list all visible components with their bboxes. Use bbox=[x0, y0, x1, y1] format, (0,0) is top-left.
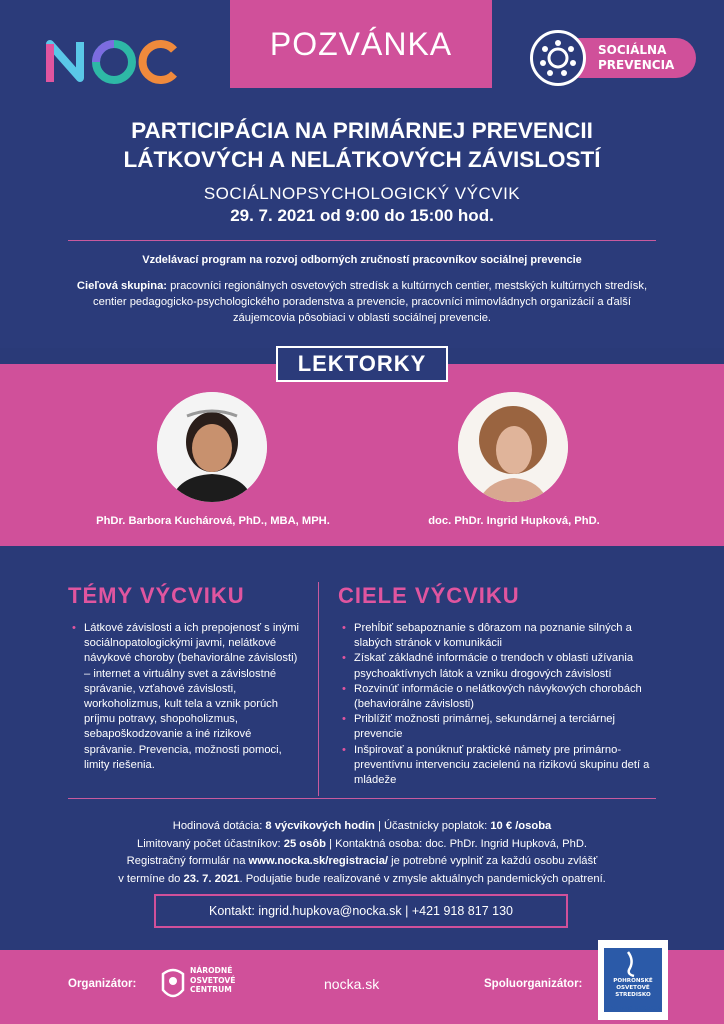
people-circle-icon bbox=[530, 30, 586, 86]
info-text: | Účastnícky poplatok: bbox=[374, 820, 491, 832]
program-description: Vzdelávací program na rozvoj odborných zručností pracovníkov sociálnej prevencie bbox=[142, 254, 582, 266]
lector-name-1: PhDr. Barbora Kuchárová, PhD., MBA, MPH. bbox=[96, 515, 330, 527]
organizer-name bbox=[190, 966, 236, 995]
column-divider bbox=[318, 582, 319, 796]
contact-text[interactable]: Kontakt: ingrid.hupkova@nocka.sk | +421 918 817 130 bbox=[209, 904, 513, 918]
wave-icon bbox=[604, 948, 662, 978]
lector-name-2: doc. PhDr. Ingrid Hupková, PhD. bbox=[428, 515, 600, 527]
contact-box[interactable] bbox=[154, 894, 568, 928]
coorganizer-logo bbox=[598, 940, 668, 1020]
noc-logo bbox=[46, 38, 182, 86]
badge-line1: SOCIÁLNA bbox=[598, 43, 667, 57]
event-info bbox=[40, 818, 684, 888]
organizer-label: Organizátor: bbox=[68, 978, 137, 990]
coorganizer-name bbox=[604, 978, 662, 999]
info-deadline: 23. 7. 2021 bbox=[183, 872, 240, 885]
lectors-heading: LEKTORKY bbox=[297, 351, 427, 376]
lector-photo-2 bbox=[458, 392, 568, 502]
target-group bbox=[74, 278, 650, 326]
info-text: . Podujatie bude realizované v zmysle aktuálnych pandemických opatrení. bbox=[239, 872, 606, 885]
badge-text bbox=[598, 43, 674, 73]
coorganizer-logo-panel bbox=[604, 948, 662, 1012]
list-item: • Inšpirovať a ponúknuť praktické námety pre primárno-preventívnu intervenciu zacielenú na rizikovú skupinu detí a mládeže bbox=[340, 743, 660, 789]
list-item: • Látkové závislosti a ich prepojenosť s inými sociálnopatologickými javmi, nelátkové návykové choroby (behaviorálne závislosti) – internet a virtuálny svet a závislostné správanie, vzťahové závislosti, workoholizmus, kult tela a vznik porúch príjmu potravy, shopoholizmus, sebapoškodzovanie a iné rizikové správanie. Prevencia, možnosti pomoci, limity riešenia. bbox=[70, 621, 302, 773]
target-text: pracovníci regionálnych osvetových stredísk a kultúrnych centier, mestských kultúrnych stredísk, centier pedagogicko-psychologického poradenstva a prevencie, pracovníci mimovládnych organizácií a ďalší záujemcovia pôsobiaci v oblasti sociálnej prevencie. bbox=[93, 280, 648, 324]
info-line-1 bbox=[40, 818, 684, 836]
registration-link[interactable]: www.nocka.sk/registracia/ bbox=[248, 855, 389, 867]
lectors-heading-box bbox=[276, 346, 448, 382]
info-text: Registračný formulár na bbox=[126, 855, 249, 867]
divider bbox=[68, 240, 656, 241]
badge-line2: PREVENCIA bbox=[598, 58, 675, 72]
info-text: je potrebné vyplniť za každú osobu zvlášť bbox=[388, 855, 598, 867]
title-line2: LÁTKOVÝCH A NELÁTKOVÝCH ZÁVISLOSTÍ bbox=[123, 147, 601, 172]
website-link[interactable]: nocka.sk bbox=[324, 976, 380, 992]
invitation-tab bbox=[230, 0, 492, 88]
topics-heading: TÉMY VÝCVIKU bbox=[68, 583, 245, 608]
info-line-4 bbox=[40, 871, 684, 889]
event-title bbox=[0, 116, 724, 174]
list-item: • Rozvinúť informácie o nelátkových návykových chorobách (behaviorálne závislosti) bbox=[340, 682, 660, 712]
event-date: 29. 7. 2021 od 9:00 do 15:00 hod. bbox=[230, 206, 494, 225]
event-subtitle: SOCIÁLNOPSYCHOLOGICKÝ VÝCVIK bbox=[203, 184, 521, 203]
list-item: • Priblížiť možnosti primárnej, sekundárnej a terciárnej prevencie bbox=[340, 712, 660, 742]
topics-list bbox=[70, 621, 302, 773]
list-item: • Prehĺbiť sebapoznanie s dôrazom na poznanie silných a slabých stránok v komunikácii bbox=[340, 621, 660, 651]
info-hours: 8 výcvikových hodín bbox=[265, 820, 375, 832]
organizer-line1: NÁRODNÉ bbox=[190, 966, 233, 975]
organizer-logo bbox=[160, 964, 250, 1006]
info-text: v termíne do bbox=[118, 872, 184, 885]
info-line-2 bbox=[40, 836, 684, 854]
social-prevention-badge bbox=[530, 30, 698, 86]
coorganizer-line3: STREDISKO bbox=[615, 992, 651, 998]
info-text: Hodinová dotácia: bbox=[172, 820, 266, 832]
organizer-emblem-icon bbox=[160, 964, 186, 1004]
coorganizer-label: Spoluorganizátor: bbox=[484, 978, 583, 990]
list-item: • Získať základné informácie o trendoch v oblasti užívania psychoaktívnych látok a vzniku drogových závislostí bbox=[340, 651, 660, 681]
coorganizer-line1: POHRONSKÉ bbox=[613, 978, 653, 984]
goals-heading: CIELE VÝCVIKU bbox=[338, 583, 520, 608]
info-text: | Kontaktná osoba: doc. PhDr. Ingrid Hupková, PhD. bbox=[326, 837, 588, 850]
coorganizer-line2: OSVETOVÉ bbox=[616, 985, 650, 991]
info-text: Limitovaný počet účastníkov: bbox=[136, 837, 284, 850]
info-line-3 bbox=[40, 853, 684, 871]
info-fee: 10 € /osoba bbox=[490, 820, 552, 832]
invitation-label: POZVÁNKA bbox=[269, 25, 453, 62]
lector-photo-1 bbox=[157, 392, 267, 502]
goals-list bbox=[340, 621, 660, 788]
info-capacity: 25 osôb bbox=[283, 837, 327, 850]
organizer-line2: OSVETOVÉ bbox=[190, 975, 236, 985]
divider bbox=[68, 798, 656, 799]
organizer-line3: CENTRUM bbox=[190, 985, 232, 994]
target-label: Cieľová skupina: bbox=[76, 280, 168, 292]
title-line1: PARTICIPÁCIA NA PRIMÁRNEJ PREVENCII bbox=[131, 118, 593, 143]
coorganizer-city: ŽIAR NAD HRONOM bbox=[604, 1006, 662, 1012]
